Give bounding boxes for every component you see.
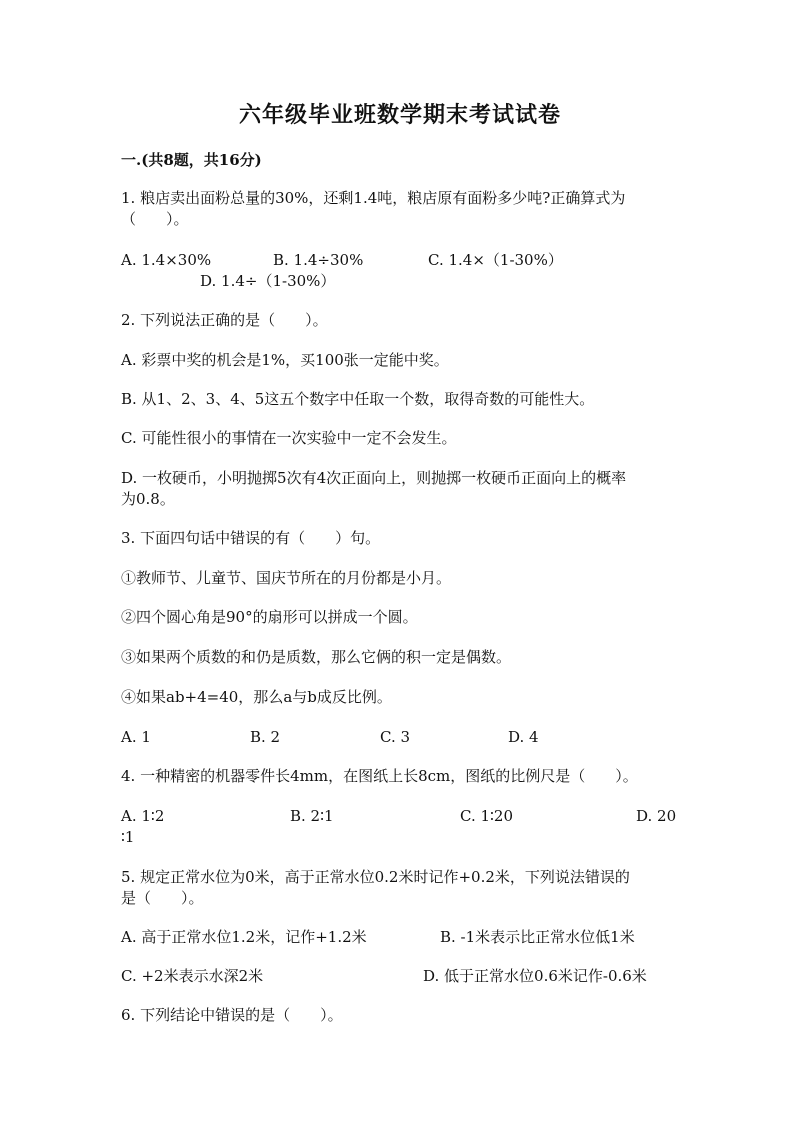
option-a: A. 高于正常水位1.2米，记作+1.2米 (121, 928, 367, 946)
statement-2: ②四个圆心角是90°的扇形可以拼成一个圆。 (121, 608, 418, 626)
option-d: D. 1.4÷（1-30%） (200, 272, 336, 290)
question-stem-cont: （ ）。 (121, 210, 189, 228)
option-c: C. 3 (380, 728, 411, 746)
option-d-cont: ∶1 (121, 828, 135, 846)
question-stem: 3. 下面四句话中错误的有（ ）句。 (121, 529, 381, 547)
option-b: B. -1米表示比正常水位低1米 (440, 928, 635, 946)
question-stem: 2. 下列说法正确的是（ ）。 (121, 311, 328, 329)
option-d: D. 低于正常水位0.6米记作-0.6米 (423, 967, 647, 985)
question-stem: 4. 一种精密的机器零件长4mm，在图纸上长8cm，图纸的比例尺是（ ）。 (121, 767, 638, 785)
option-b: B. 2∶1 (290, 807, 334, 825)
question-stem-cont: 是（ ）。 (121, 889, 204, 907)
option-c: C. 1∶20 (460, 807, 514, 825)
option-a: A. 1.4×30% (121, 251, 212, 269)
option-c: C. +2米表示水深2米 (121, 967, 264, 985)
option-a: A. 彩票中奖的机会是1%，买100张一定能中奖。 (121, 351, 449, 369)
option-b: B. 从1、2、3、4、5这五个数字中任取一个数，取得奇数的可能性大。 (121, 390, 595, 408)
question-stem: 1. 粮店卖出面粉总量的30%，还剩1.4吨，粮店原有面粉多少吨?正确算式为 (121, 189, 626, 207)
statement-1: ①教师节、儿童节、国庆节所在的月份都是小月。 (121, 569, 452, 587)
question-stem: 6. 下列结论中错误的是（ ）。 (121, 1006, 343, 1024)
option-c: C. 1.4×（1-30%） (428, 251, 563, 269)
option-a: A. 1∶2 (121, 807, 165, 825)
page-title: 六年级毕业班数学期末考试试卷 (238, 102, 561, 128)
statement-3: ③如果两个质数的和仍是质数，那么它俩的积一定是偶数。 (121, 648, 512, 666)
option-b: B. 2 (250, 728, 281, 746)
option-c: C. 可能性很小的事情在一次实验中一定不会发生。 (121, 429, 457, 447)
option-d-cont: 为0.8。 (121, 490, 175, 508)
option-d: D. 4 (508, 728, 539, 746)
option-b: B. 1.4÷30% (273, 251, 364, 269)
option-d: D. 一枚硬币，小明抛掷5次有4次正面向上，则抛掷一枚硬币正面向上的概率 (121, 469, 627, 487)
section-header: 一.(共8题，共16分) (121, 151, 262, 169)
option-a: A. 1 (121, 728, 151, 746)
statement-4: ④如果ab+4=40，那么a与b成反比例。 (121, 688, 392, 706)
option-d: D. 20 (636, 807, 677, 825)
question-stem: 5. 规定正常水位为0米，高于正常水位0.2米时记作+0.2米，下列说法错误的 (121, 868, 630, 886)
